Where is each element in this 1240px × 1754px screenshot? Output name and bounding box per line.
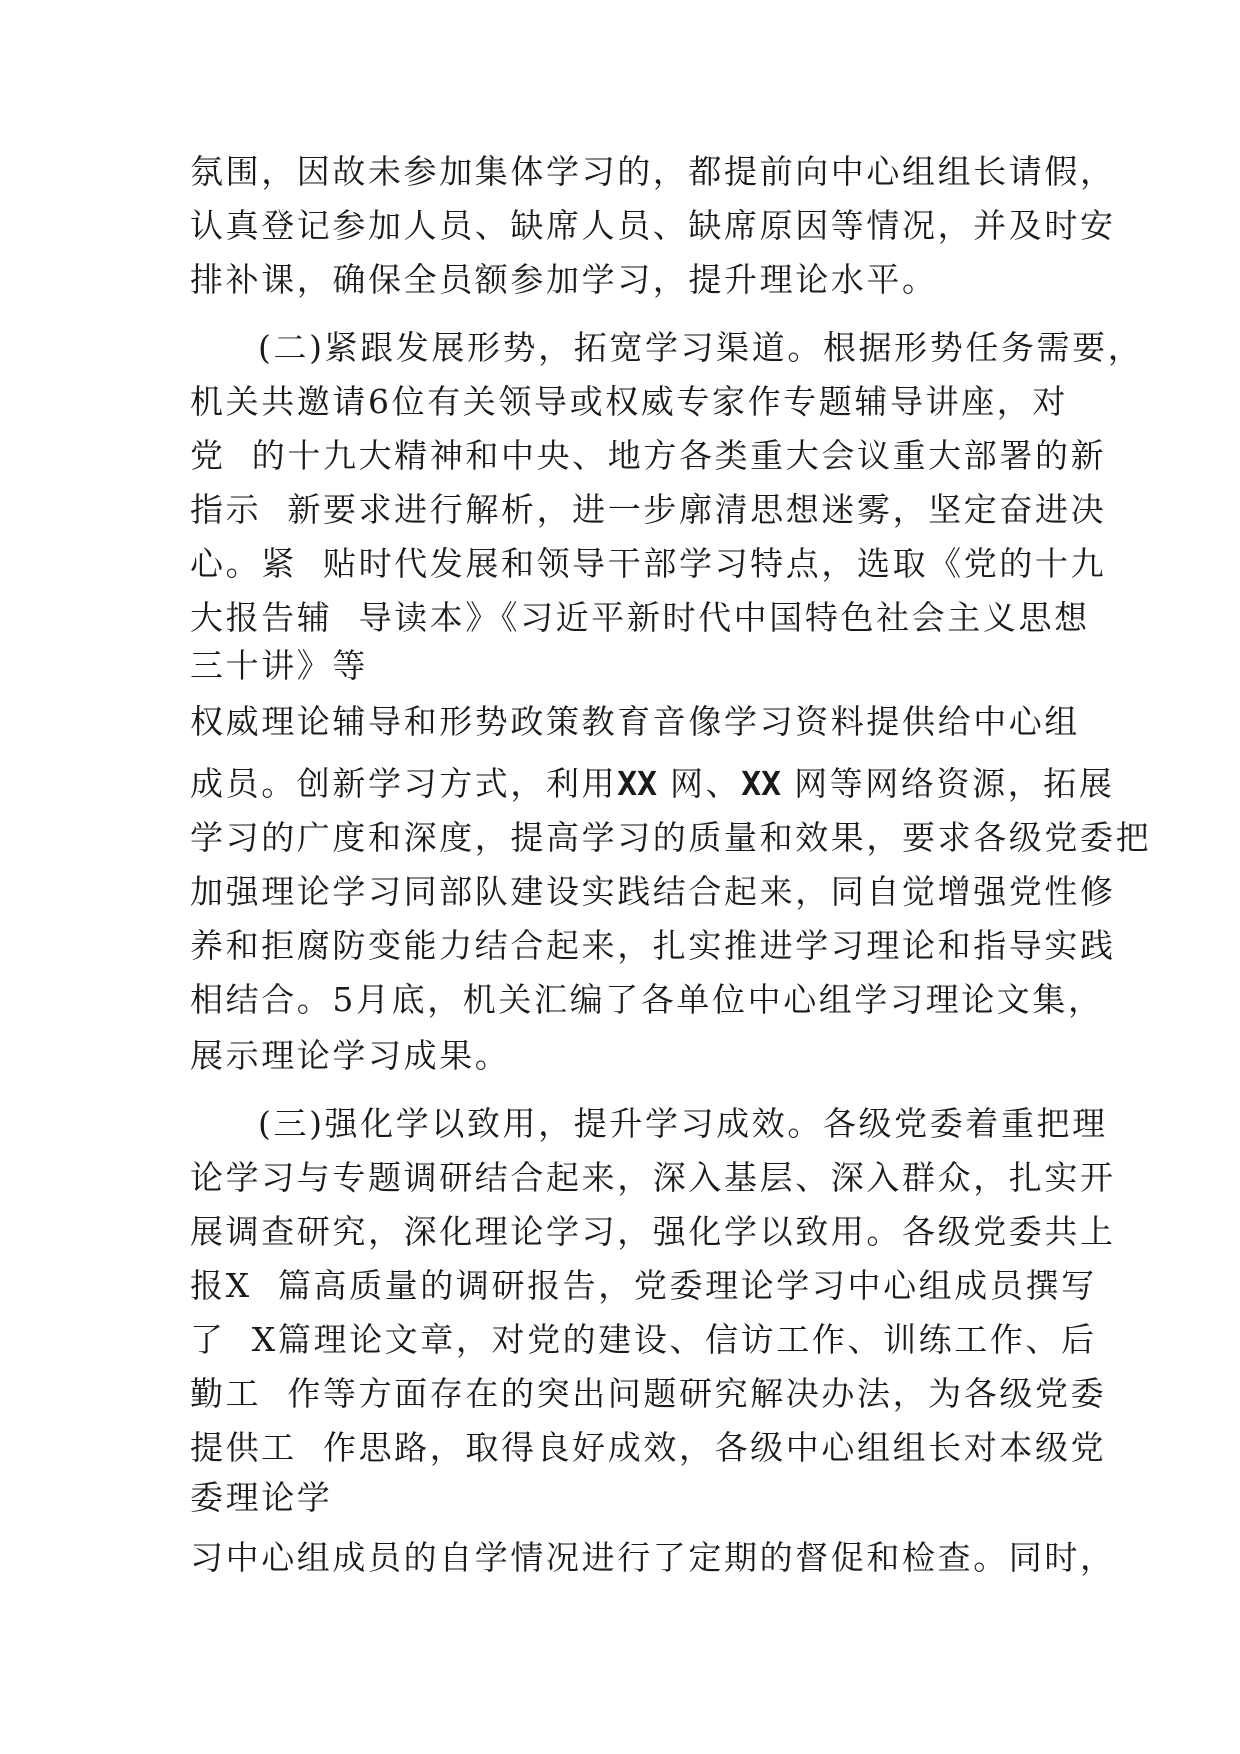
text-line: 机关共邀请6位有关领导或权威专家作专题辅导讲座，对 (190, 382, 1068, 421)
bold-placeholder: XX (741, 764, 781, 803)
text-segment: 成员。创新学习方式，利用 (190, 764, 618, 803)
text-line: 论学习与专题调研结合起来，深入基层、深入群众，扎实开 (190, 1158, 1116, 1197)
section-heading-line: (二)紧跟发展形势，拓宽学习渠道。根据形势任务需要， (258, 328, 1144, 367)
text-line: 氛围，因故未参加集体学习的，都提前向中心组组长请假， (190, 152, 1116, 191)
text-line: 权威理论辅导和形势政策教育音像学习资料提供给中心组 (190, 702, 1080, 741)
text-line: 加强理论学习同部队建设实践结合起来，同自觉增强党性修 (190, 872, 1116, 911)
text-line: 报X 篇高质量的调研报告，党委理论学习中心组成员撰写 (190, 1266, 1097, 1305)
text-line: 心。紧 贴时代发展和领导干部学习特点，选取《党的十九 (190, 544, 1107, 583)
text-line: 勤工 作等方面存在的突出问题研究解决办法，为各级党委 (190, 1374, 1107, 1413)
text-line: 委理论学 (190, 1478, 333, 1517)
text-line: 排补课，确保全员额参加学习，提升理论水平。 (190, 260, 938, 299)
text-line: 认真登记参加人员、缺席人员、缺席原因等情况，并及时安 (190, 206, 1116, 245)
text-line: 了 X篇理论文章，对党的建设、信访工作、训练工作、后 (190, 1320, 1097, 1359)
text-line: 三十讲》等 (190, 646, 368, 685)
text-line: 习中心组成员的自学情况进行了定期的督促和检查。同时， (190, 1538, 1116, 1577)
text-line: 党 的十九大精神和中央、地方各类重大会议重大部署的新 (190, 436, 1107, 475)
bold-placeholder: XX (617, 764, 657, 803)
text-segment: 网等网络资源，拓展 (781, 764, 1115, 803)
text-line: 提供工 作思路，取得良好成效，各级中心组组长对本级党 (190, 1428, 1107, 1467)
text-line: 展示理论学习成果。 (190, 1036, 511, 1075)
text-segment: 网、 (656, 764, 742, 803)
text-line: 大报告辅 导读本》《习近平新时代中国特色社会主义思想 (190, 598, 1090, 637)
section-heading-line: (三)强化学以致用，提升学习成效。各级党委着重把理 (258, 1104, 1108, 1143)
text-line: 学习的广度和深度，提高学习的质量和效果，要求各级党委把 (190, 818, 1152, 857)
text-line: 相结合。5月底，机关汇编了各单位中心组学习理论文集， (190, 980, 1104, 1019)
text-line: 展调查研究，深化理论学习，强化学以致用。各级党委共上 (190, 1212, 1116, 1251)
text-line-with-bold (190, 764, 1115, 804)
text-line: 养和拒腐防变能力结合起来，扎实推进学习理论和指导实践 (190, 926, 1116, 965)
text-line: 指示 新要求进行解析，进一步廓清思想迷雾，坚定奋进决 (190, 490, 1107, 529)
